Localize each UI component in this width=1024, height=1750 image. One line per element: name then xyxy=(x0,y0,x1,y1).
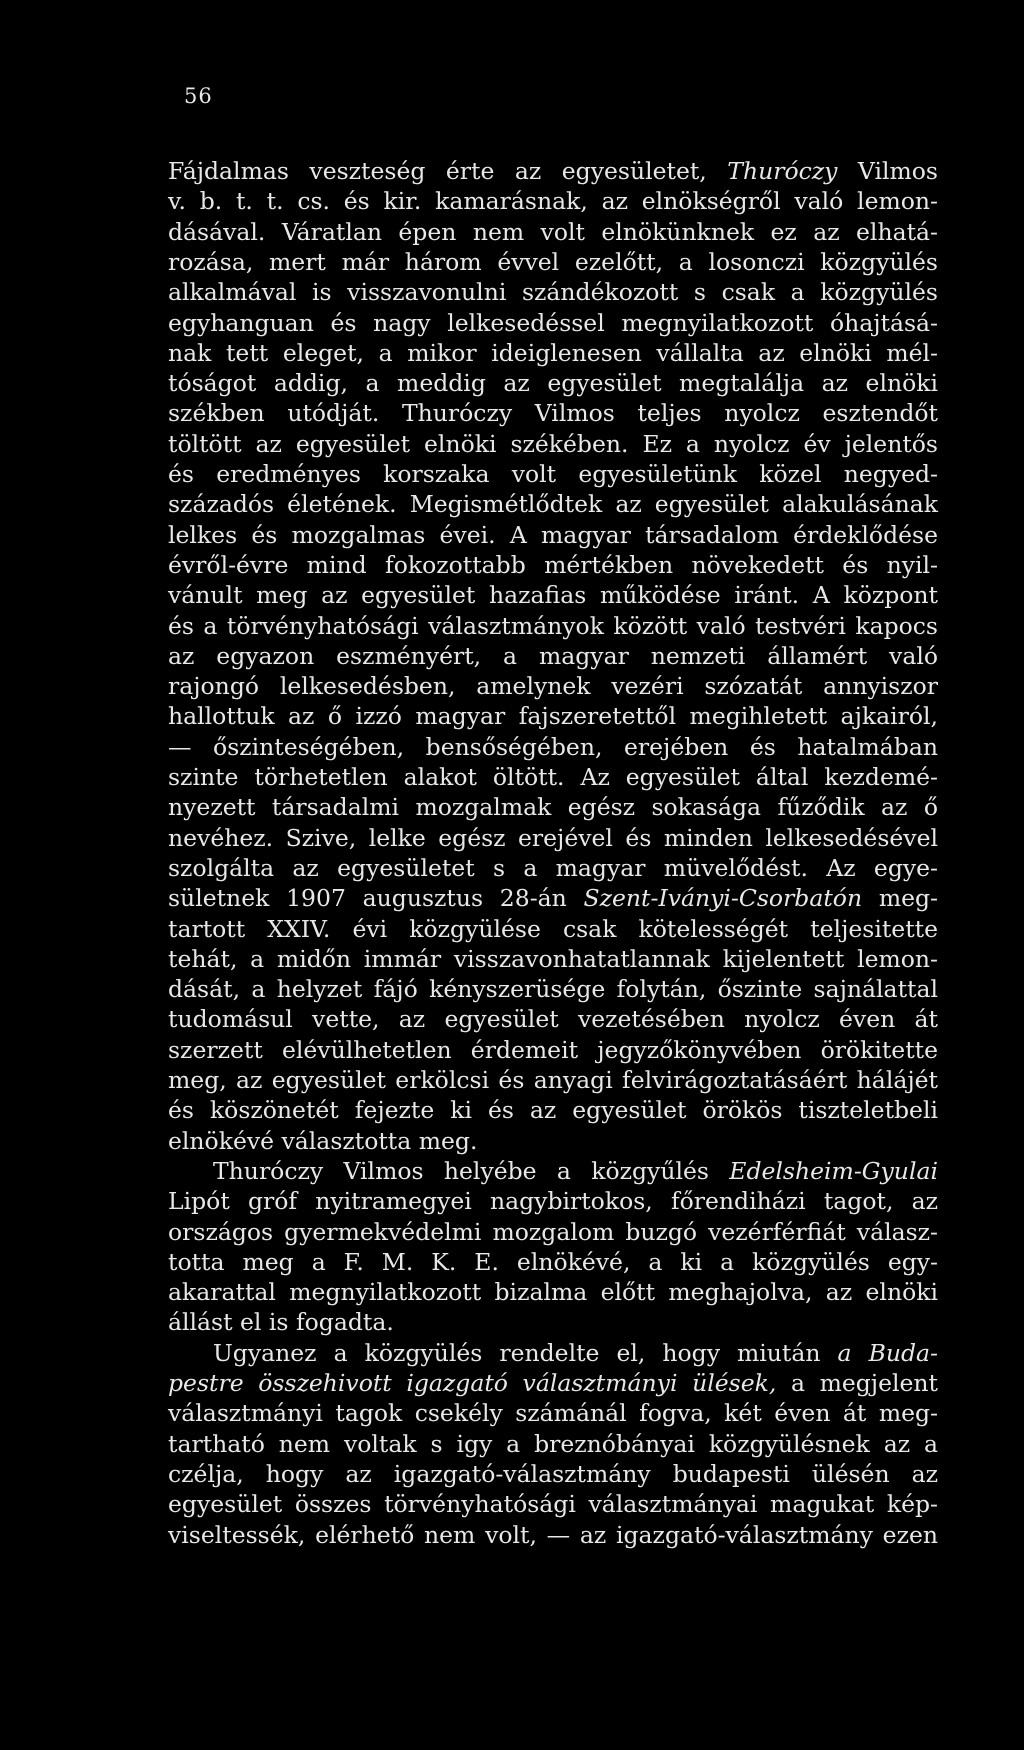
text-line xyxy=(168,156,938,186)
text-span: Thuróczy Vilmos helyébe a közgyűlés xyxy=(213,1156,730,1185)
text-span: tartott XXIV. évi közgyülése csak kötelességét teljesitette xyxy=(168,914,938,943)
text-line xyxy=(168,1459,938,1489)
text-span: töltött az egyesület elnöki székében. Ez a nyolcz év jelentős xyxy=(168,429,938,458)
text-span: vánult meg az egyesület hazafias működése iránt. A központ xyxy=(168,581,938,610)
text-line xyxy=(168,186,938,216)
italic-text: Thuróczy xyxy=(727,157,838,185)
text-span: v. b. t. t. cs. és kir. kamarásnak, az elnökségről való lemon- xyxy=(168,187,938,216)
text-span: rajongó lelkesedésben, amelynek vezéri szózatát annyiszor xyxy=(168,672,938,701)
page-number: 56 xyxy=(184,84,213,108)
italic-text: pestre összehivott igazgató választmányi ülések, xyxy=(168,1369,777,1397)
text-span: tóságot addig, a meddig az egyesület megtalálja az elnöki xyxy=(168,369,938,398)
text-span: szinte törhetetlen alakot öltött. Az egyesület által kezdemé- xyxy=(168,763,938,791)
text-line xyxy=(168,1489,938,1519)
text-line xyxy=(168,611,938,641)
text-span: évről-évre mind fokozottabb mértékben növekedett és nyil- xyxy=(168,550,938,579)
text-line xyxy=(168,914,938,944)
text-span: rozása, mert már három évvel ezelőtt, a losonczi közgyülés xyxy=(168,247,938,276)
text-span: meg, az egyesület erkölcsi és anyagi felvirágoztatásáért hálájét xyxy=(168,1066,938,1094)
text-span: az egyazon eszményért, a magyar nemzeti államért való xyxy=(168,641,938,670)
text-span: dásával. Váratlan épen nem volt elnökünknek ez az elhatá- xyxy=(168,217,938,246)
text-span: századós életének. Megismétlődtek az egyesület alakulásának xyxy=(168,490,938,519)
text-line xyxy=(168,883,938,913)
text-span: viseltessék, elérhető nem volt, — az igazgató-választmány ezen xyxy=(168,1520,938,1549)
text-line xyxy=(168,1126,938,1156)
text-line xyxy=(168,1186,938,1216)
text-line xyxy=(168,671,938,701)
text-span: és a törvényhatósági választmányok között való testvéri kapocs xyxy=(168,611,938,640)
text-span: totta meg a F. M. K. E. elnökévé, a ki a közgyülés egy- xyxy=(168,1247,938,1276)
text-line xyxy=(168,762,938,792)
italic-text: Szent-Iványi-Csorbatón xyxy=(583,884,863,913)
text-span: tudomásul vette, az egyesület vezetésében nyolcz éven át xyxy=(168,1005,938,1034)
text-line xyxy=(168,398,938,428)
text-line xyxy=(168,1520,938,1550)
text-line xyxy=(168,1247,938,1277)
text-line xyxy=(168,1035,938,1065)
text-line xyxy=(213,1156,938,1186)
text-span: egyhanguan és nagy lelkesedéssel megnyilatkozott óhajtásá- xyxy=(168,308,938,337)
text-span: sületnek 1907 augusztus 28-án xyxy=(168,884,584,913)
text-span: székben utódját. Thuróczy Vilmos teljes nyolcz esztendőt xyxy=(168,399,938,428)
text-span: akarattal megnyilatkozott bizalma előtt meghajolva, az elnöki xyxy=(168,1278,938,1307)
text-span: egyesület összes törvényhatósági választmányai magukat kép- xyxy=(168,1490,938,1519)
text-span: alkalmával is visszavonulni szándékozott s csak a közgyülés xyxy=(168,278,938,307)
text-span: országos gyermekvédelmi mozgalom buzgó vezérférfiát válasz- xyxy=(168,1217,938,1246)
text-span: Ugyanez a közgyülés rendelte el, hogy miután xyxy=(213,1338,838,1367)
text-line xyxy=(168,1095,938,1125)
text-line xyxy=(168,1398,938,1428)
text-span: czélja, hogy az igazgató-választmány budapesti ülésén az xyxy=(168,1459,938,1488)
text-span: elnökévé választotta meg. xyxy=(168,1126,478,1155)
text-line xyxy=(168,429,938,459)
text-line xyxy=(168,944,938,974)
text-span: Vilmos xyxy=(837,157,938,185)
text-span: tehát, a midőn immár visszavonhatatlannak kijelentett lemon- xyxy=(168,944,938,973)
text-span: dását, a helyzet fájó kényszerüsége folytán, őszinte sajnálattal xyxy=(168,975,938,1004)
text-span: — őszinteségében, bensőségében, erejében és hatalmában xyxy=(168,732,938,761)
text-span: Fájdalmas veszteség érte az egyesületet, xyxy=(168,157,728,185)
text-line xyxy=(168,732,938,762)
text-line xyxy=(168,1004,938,1034)
text-span: nevéhez. Szive, lelke egész erejével és minden lelkesedésével xyxy=(168,823,938,852)
text-line xyxy=(213,1338,938,1368)
text-line xyxy=(168,459,938,489)
text-span: nak tett eleget, a mikor ideiglenesen vállalta az elnöki mél- xyxy=(168,338,938,367)
text-span: a megjelent xyxy=(776,1369,938,1397)
text-line xyxy=(168,368,938,398)
text-line xyxy=(168,641,938,671)
text-line xyxy=(168,520,938,550)
text-span: állást el is fogadta. xyxy=(168,1308,394,1337)
text-span: és eredményes korszaka volt egyesületünk közel negyed- xyxy=(168,460,938,488)
text-span: szerzett elévülhetetlen érdemeit jegyzőkönyvében örökitette xyxy=(168,1035,938,1064)
text-span: lelkes és mozgalmas évei. A magyar társadalom érdeklődése xyxy=(168,520,938,549)
text-line xyxy=(168,1065,938,1095)
text-span: nyezett társadalmi mozgalmak egész sokasága fűződik az ő xyxy=(168,793,938,822)
text-line xyxy=(168,974,938,1004)
text-line xyxy=(168,1368,938,1398)
text-line xyxy=(168,308,938,338)
text-line xyxy=(168,853,938,883)
text-line xyxy=(168,489,938,519)
text-line xyxy=(168,550,938,580)
text-line xyxy=(168,277,938,307)
text-line xyxy=(168,1307,938,1337)
text-line xyxy=(168,247,938,277)
text-span: tartható nem voltak s igy a breznóbányai közgyülésnek az a xyxy=(168,1429,938,1458)
text-line xyxy=(168,1429,938,1459)
text-line xyxy=(168,1217,938,1247)
text-line xyxy=(168,701,938,731)
text-line xyxy=(168,338,938,368)
text-line xyxy=(168,217,938,247)
italic-text: a Buda- xyxy=(837,1338,938,1367)
text-span: Lipót gróf nyitramegyei nagybirtokos, főrendiházi tagot, az xyxy=(168,1187,938,1216)
text-line xyxy=(168,1277,938,1307)
text-line xyxy=(168,792,938,822)
text-span: választmányi tagok csekély számánál fogva, két éven át meg- xyxy=(168,1399,938,1428)
text-span: hallottuk az ő izzó magyar fajszeretettől megihletett ajkairól, xyxy=(168,702,938,731)
text-span: szolgálta az egyesületet s a magyar müvelődést. Az egye- xyxy=(168,853,938,882)
text-span: és köszönetét fejezte ki és az egyesület örökös tiszteletbeli xyxy=(168,1096,938,1125)
italic-text: Edelsheim-Gyulai xyxy=(729,1156,938,1185)
text-line xyxy=(168,823,938,853)
text-line xyxy=(168,580,938,610)
text-span: meg- xyxy=(862,884,938,913)
